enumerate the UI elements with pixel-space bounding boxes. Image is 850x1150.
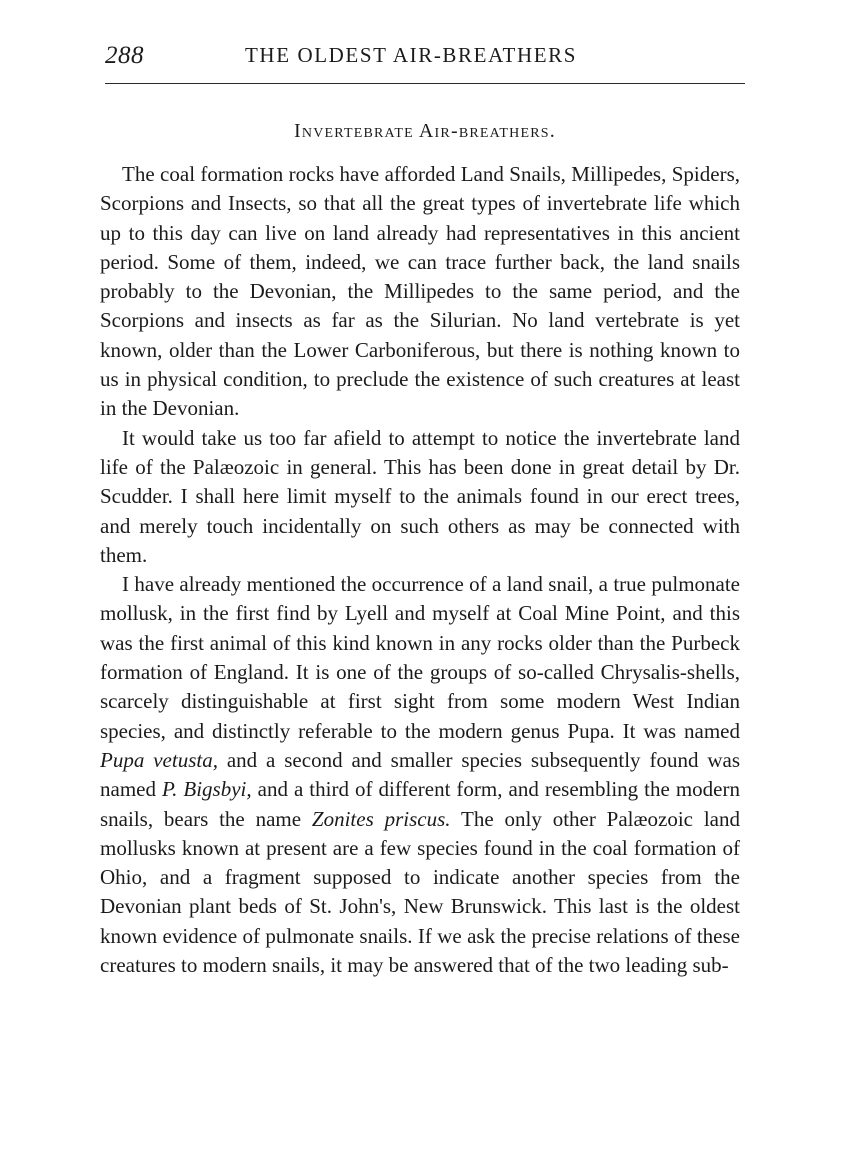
paragraph-3	[100, 570, 740, 980]
paragraph-3-text-3: and a third of different form, and resembling the modern snails, bears the name	[100, 777, 740, 831]
species-name-zonites-priscus: Zonites priscus.	[311, 806, 451, 831]
species-name-pupa-vetusta: Pupa vetusta,	[100, 747, 218, 772]
body-text	[100, 160, 740, 980]
paragraph-2: It would take us too far afield to attempt to notice the invertebrate land life of the Palæozoic in general. This has been done in great detail by Dr. Scudder. I shall here limit myself to the animals found in our erect trees, and merely touch incidentally on such others as may be connected with them.	[100, 425, 740, 567]
paragraph-1: The coal formation rocks have afforded Land Snails, Millipedes, Spiders, Scorpions and Insects, so that all the great types of invertebrate life which up to this day can live on land already had representatives in this ancient period. Some of them, indeed, we can trace further back, the land snails probably to the Devonian, the Millipedes to the same period, and the Scorpions and insects as far as the Silurian. No land vertebrate is yet known, older than the Lower Carboniferous, but there is nothing known to us in physical condition, to preclude the existence of such creatures at least in the Devonian.	[100, 162, 740, 421]
running-head	[105, 38, 745, 68]
section-heading: Invertebrate Air-breathers.	[294, 120, 556, 142]
paragraph-3-text-4: The only other Palæozoic land mollusks known at present are a few species found in the coal formation of Ohio, and a fragment supposed to indicate another species from the Devonian plant beds of St. John's, New Brunswick. This last is the oldest known evidence of pulmonate snails. If we ask the precise relations of these creatures to modern snails, it may be answered that of the two leading sub-	[100, 806, 741, 978]
paragraph-3-text-1: I have already mentioned the occurrence of a land snail, a true pulmonate mollusk, in the first find by Lyell and myself at Coal Mine Point, and this was the first animal of this kind known in any rocks older than the Purbeck formation of England. It is one of the groups of so-called Chrysalis-shells, scarcely distinguishable at first sight from some modern West Indian species, and distinctly referable to the modern genus Pupa. It was named	[100, 572, 740, 743]
page-number: 288	[105, 42, 144, 69]
paragraph-3-text-2: and a second and smaller species subsequently found was named	[100, 747, 740, 802]
species-name-p-bigsbyi: P. Bigsbyi,	[162, 777, 252, 802]
header-rule	[105, 83, 745, 84]
running-title: THE OLDEST AIR-BREATHERS	[245, 43, 578, 67]
